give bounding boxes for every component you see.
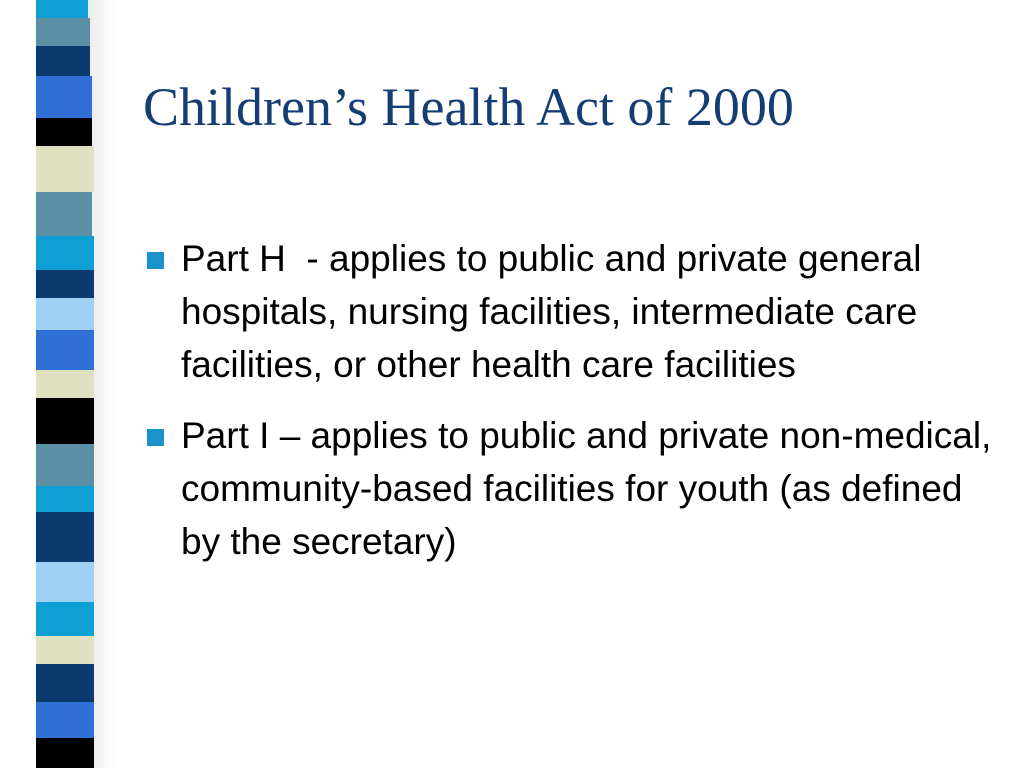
square-bullet-icon [147, 252, 164, 269]
stripe-block [36, 46, 90, 76]
stripe-block [36, 664, 94, 702]
bullet-list [145, 232, 1005, 586]
stripe-block [36, 146, 94, 192]
stripe-block [36, 512, 94, 562]
bullet-text: Part H - applies to public and private general hospitals, nursing facilities, intermediate care facilities, or other health care facilities [181, 238, 932, 385]
stripe-block [36, 270, 94, 298]
bullet-item-part-h [145, 232, 1005, 391]
stripe-block [36, 330, 94, 370]
stripe-block [36, 636, 94, 664]
stripe-block [36, 370, 94, 398]
stripe-block [36, 236, 94, 270]
stripe-block [36, 486, 94, 512]
stripe-block [36, 444, 94, 486]
stripe-block [36, 18, 90, 46]
bullet-item-part-i [145, 409, 1005, 568]
stripe-block [36, 0, 88, 18]
stripe-block [36, 76, 92, 118]
bullet-text: Part I – applies to public and private non-medical, community-based facilities for youth (as defined by the secretary) [181, 415, 1002, 562]
stripe-block [36, 118, 92, 146]
stripe-block [36, 298, 94, 330]
stripe-block [36, 602, 94, 636]
slide-title: Children’s Health Act of 2000 [143, 77, 794, 137]
stripe-block [36, 738, 94, 768]
stripe-block [36, 192, 92, 236]
square-bullet-icon [147, 429, 164, 446]
stripe-block [36, 398, 94, 444]
decorative-stripe [36, 0, 96, 768]
stripe-block [36, 562, 94, 602]
stripe-block [36, 702, 94, 738]
